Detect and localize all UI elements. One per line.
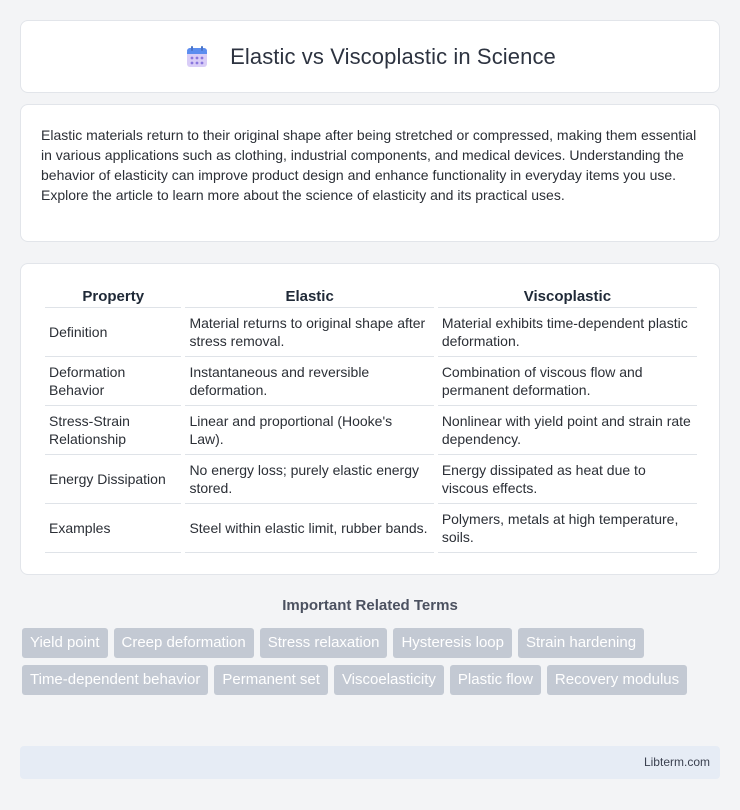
property-cell: Definition [45,308,181,357]
intro-card [20,104,720,242]
tag-time-dependent-behavior[interactable]: Time-dependent behavior [22,665,208,695]
property-cell: Energy Dissipation [45,455,181,504]
viscoplastic-cell: Nonlinear with yield point and strain rate dependency. [438,406,697,455]
calendar-icon [184,44,210,70]
tag-strain-hardening[interactable]: Strain hardening [518,628,644,658]
footer-brand-link[interactable]: Libterm.com [643,755,710,769]
elastic-cell: No energy loss; purely elastic energy stored. [185,455,433,504]
comparison-table [41,286,701,553]
column-header-property: Property [45,286,181,308]
tag-recovery-modulus[interactable]: Recovery modulus [547,665,687,695]
footer [20,746,720,779]
table-row [45,455,697,504]
property-cell: Deformation Behavior [45,357,181,406]
tag-creep-deformation[interactable]: Creep deformation [114,628,254,658]
title-wrap [184,44,556,70]
elastic-cell: Instantaneous and reversible deformation. [185,357,433,406]
property-cell: Examples [45,504,181,553]
comparison-table-card [20,263,720,575]
viscoplastic-cell: Polymers, metals at high temperature, soils. [438,504,697,553]
tag-viscoelasticity[interactable]: Viscoelasticity [334,665,444,695]
table-header-row [45,286,697,308]
tag-yield-point[interactable]: Yield point [22,628,108,658]
property-cell: Stress-Strain Relationship [45,406,181,455]
elastic-cell: Material returns to original shape after stress removal. [185,308,433,357]
viscoplastic-cell: Material exhibits time-dependent plastic deformation. [438,308,697,357]
intro-text: Elastic materials return to their original shape after being stretched or compressed, making them essential in various applications such as clothing, industrial components, and medical devices. Understanding the behavior of elasticity can improve product design and enhance functionality in everyday items you use. Explore the article to learn more about the science of elasticity and its practical uses. [41,127,697,203]
page-title: Elastic vs Viscoplastic in Science [230,43,556,69]
viscoplastic-cell: Combination of viscous flow and permanent deformation. [438,357,697,406]
column-header-elastic: Elastic [185,286,433,308]
tag-hysteresis-loop[interactable]: Hysteresis loop [393,628,512,658]
related-terms-tags [22,628,722,695]
column-header-viscoplastic: Viscoplastic [438,286,697,308]
tag-stress-relaxation[interactable]: Stress relaxation [260,628,388,658]
viscoplastic-cell: Energy dissipated as heat due to viscous effects. [438,455,697,504]
related-terms-heading: Important Related Terms [282,597,458,614]
tag-permanent-set[interactable]: Permanent set [214,665,328,695]
elastic-cell: Steel within elastic limit, rubber bands. [185,504,433,553]
table-row [45,357,697,406]
table-row [45,406,697,455]
header-card [20,20,720,93]
table-row [45,504,697,553]
table-row [45,308,697,357]
elastic-cell: Linear and proportional (Hooke's Law). [185,406,433,455]
tag-plastic-flow[interactable]: Plastic flow [450,665,541,695]
